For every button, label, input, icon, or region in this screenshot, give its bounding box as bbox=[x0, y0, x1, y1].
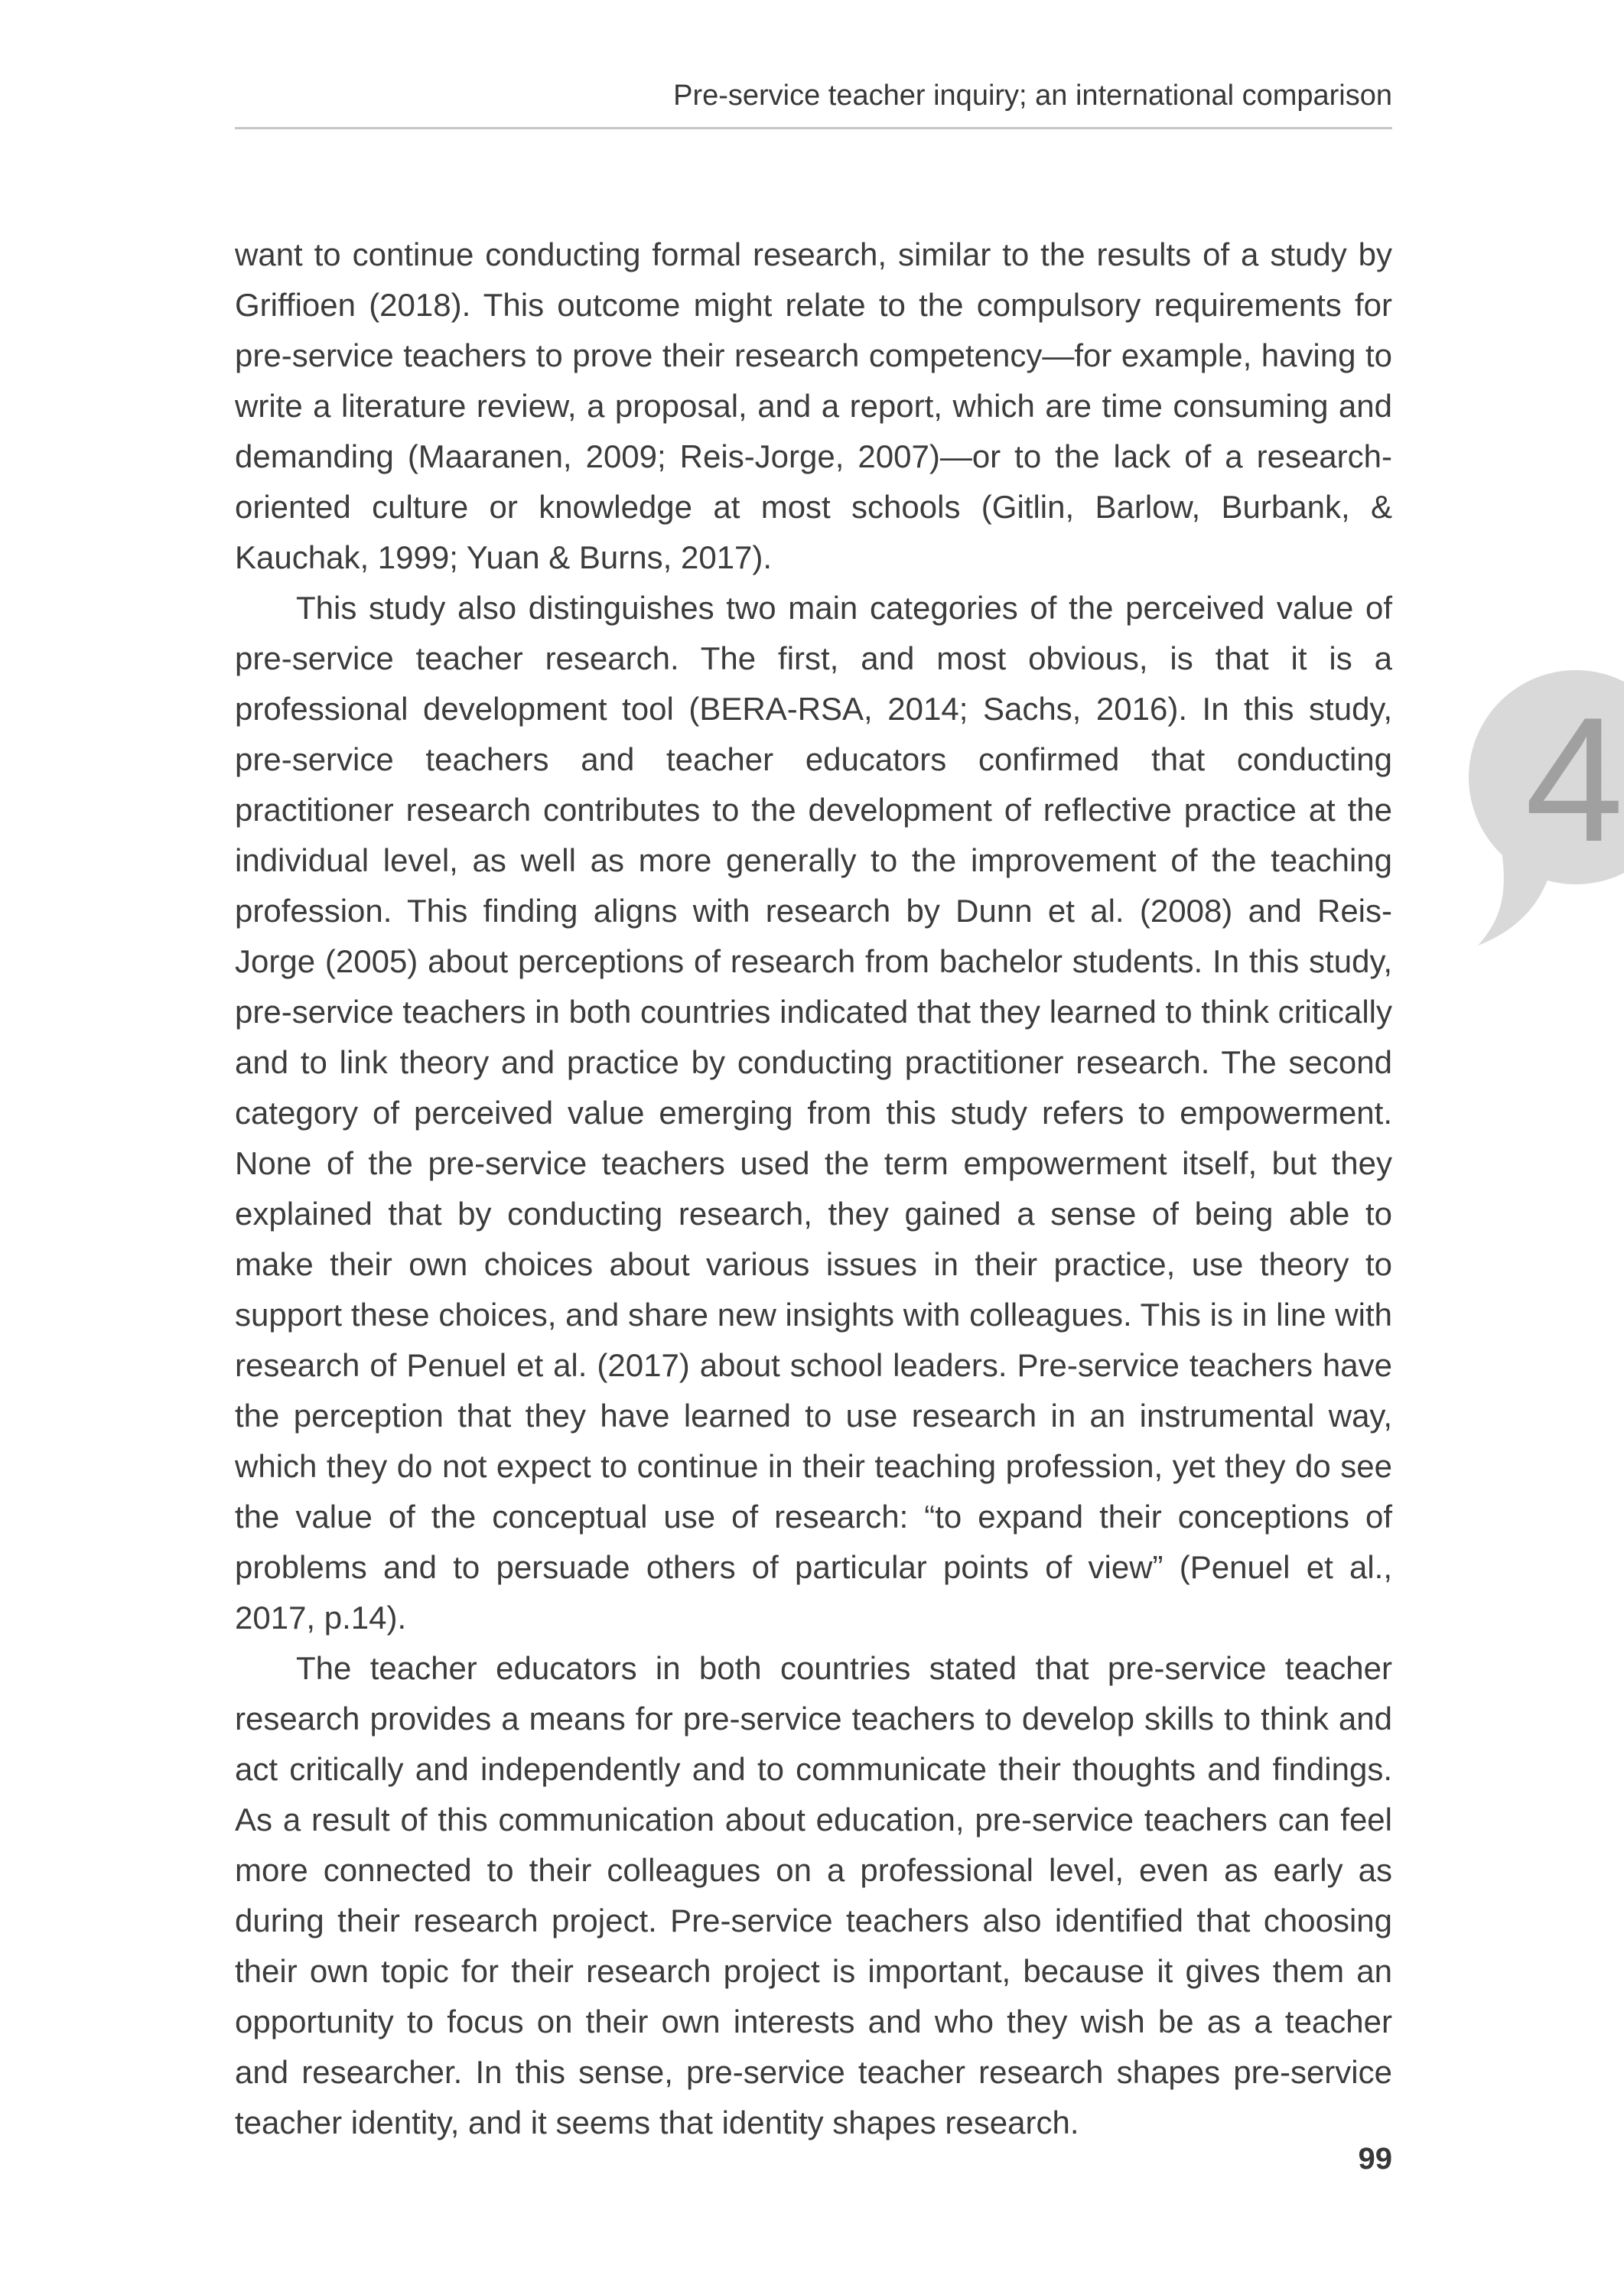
chapter-number: 4 bbox=[1525, 681, 1624, 879]
chapter-bubble-icon bbox=[1460, 664, 1624, 1001]
paragraph-2: This study also distinguishes two main categories of the perceived value of pre-service teacher research. The first, and most obvious, is that it is a professional development tool (BERA-RSA, 2014; Sachs, 2016). In this study, pre-service teachers and teacher educators confirmed that conducting practitioner research contributes to the development of reflective practice at the individual level, as well as more generally to the improvement of the teaching profession. This finding aligns with research by Dunn et al. (2008) and Reis-Jorge (2005) about perceptions of research from bachelor students. In this study, pre-service teachers in both countries indicated that they learned to think critically and to link theory and practice by conducting practitioner research. The second category of perceived value emerging from this study refers to empowerment. None of the pre-service teachers used the term empowerment itself, but they explained that by conducting research, they gained a sense of being able to make their own choices about various issues in their practice, use theory to support these choices, and share new insights with colleagues. This is in line with research of Penuel et al. (2017) about school leaders. Pre-service teachers have the perception that they have learned to use research in an instrumental way, which they do not expect to continue in their teaching profession, yet they do see the value of the conceptual use of research: “to expand their conceptions of problems and to persuade others of particular points of view” (Penuel et al., 2017, p.14). bbox=[235, 590, 1392, 1636]
chapter-bubble bbox=[1460, 664, 1624, 1001]
page-number: 99 bbox=[1358, 2142, 1392, 2176]
paragraph-1: want to continue conducting formal research, similar to the results of a study by Griffioen (2018). This outcome might relate to the compulsory requirements for pre-service teachers to prove their research competency—for example, having to write a literature review, a proposal, and a report, which are time consuming and demanding (Maaranen, 2009; Reis-Jorge, 2007)—or to the lack of a research-oriented culture or knowledge at most schools (Gitlin, Barlow, Burbank, & Kauchak, 1999; Yuan & Burns, 2017). bbox=[235, 236, 1392, 575]
header-rule bbox=[235, 127, 1392, 129]
running-head: Pre-service teacher inquiry; an international comparison bbox=[673, 80, 1392, 112]
paragraph-3: The teacher educators in both countries stated that pre-service teacher research provides a means for pre-service teachers to develop skills to think and act critically and independently and to communicate their thoughts and findings. As a result of this communication about education, pre-service teachers can feel more connected to their colleagues on a professional level, even as early as during their research project. Pre-service teachers also identified that choosing their own topic for their research project is important, because it gives them an opportunity to focus on their own interests and who they wish be as a teacher and researcher. In this sense, pre-service teacher research shapes pre-service teacher identity, and it seems that identity shapes research. bbox=[235, 1650, 1392, 2140]
body-text bbox=[235, 230, 1392, 2148]
